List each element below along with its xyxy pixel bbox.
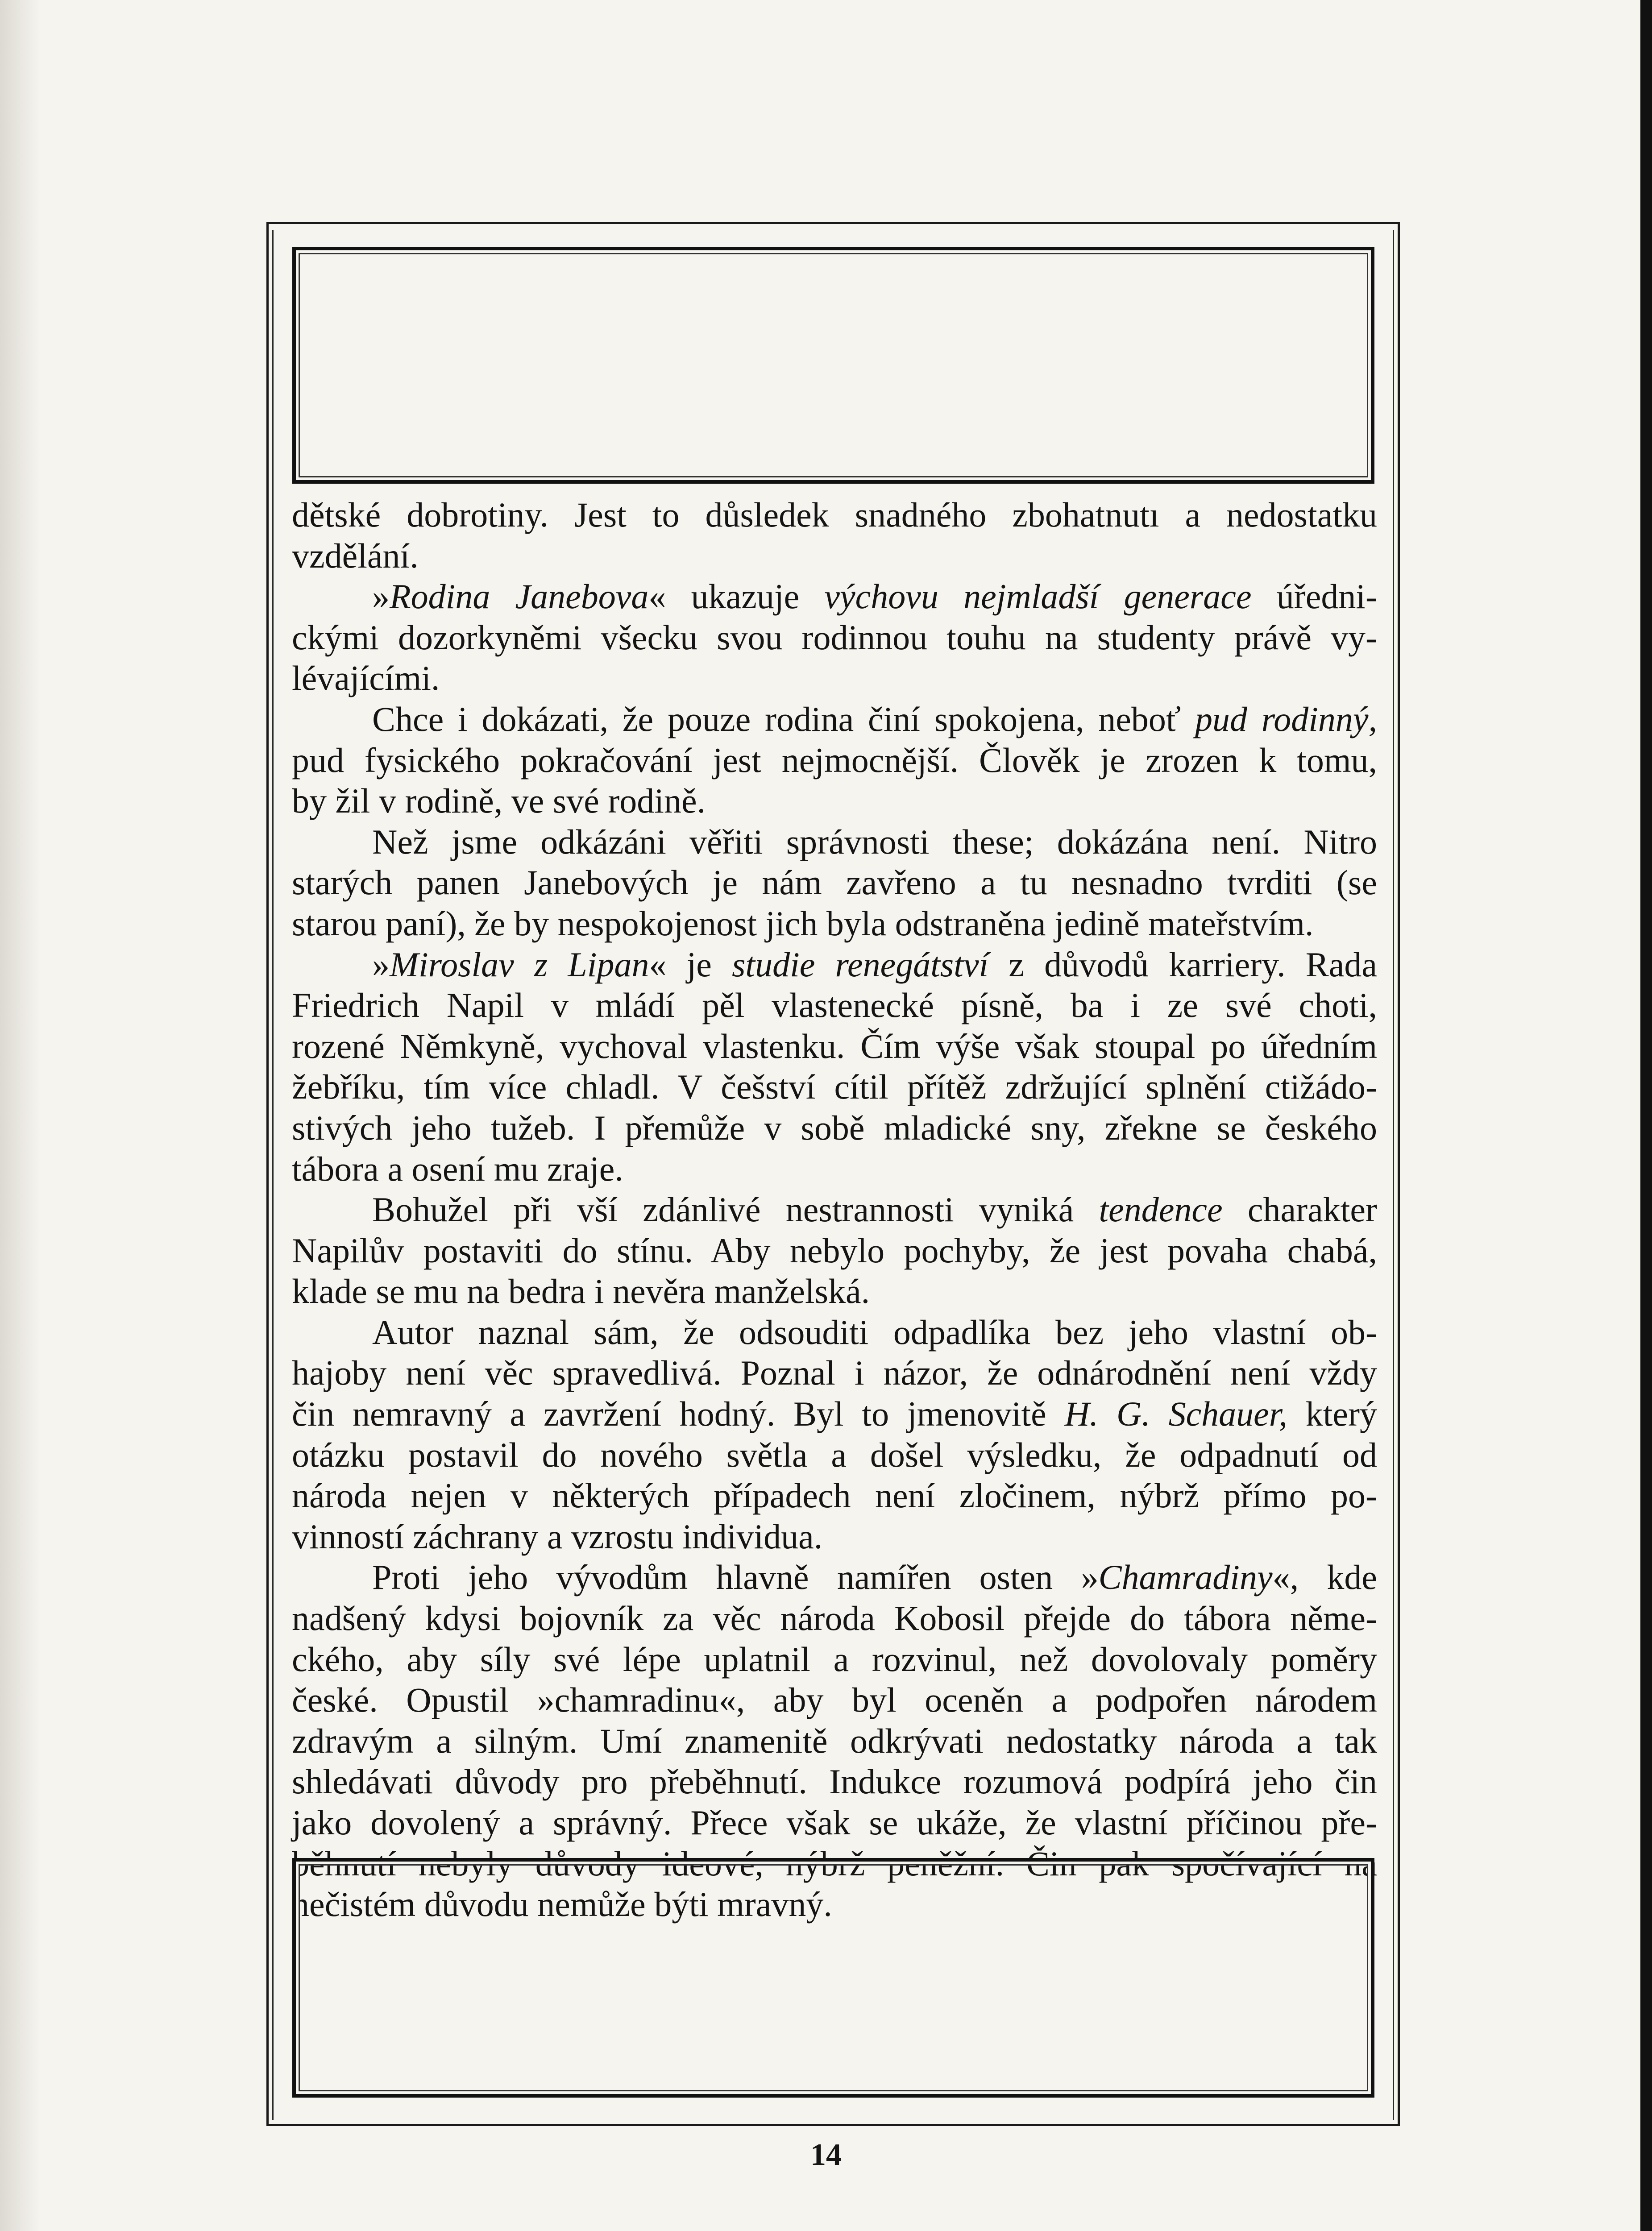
text-segment: « ukazuje	[648, 577, 825, 616]
text-segment: starou paní), že by nespokojenost jich byla odstraněna jedině mateřstvím.	[292, 904, 1314, 943]
text-segment: z důvodů karriery. Rada	[988, 945, 1378, 984]
text-line	[292, 576, 1377, 617]
text-line	[292, 535, 1377, 576]
italic-text: studie renegátství	[732, 945, 989, 984]
text-line	[292, 1026, 1377, 1067]
text-segment: Proti jeho vývodům hlavně namířen osten »	[372, 1558, 1099, 1597]
text-segment: Friedrich Napil v mládí pěl vlastenecké písně, ba i ze své choti,	[292, 986, 1377, 1025]
text-segment: vinností záchrany a vzrostu individua.	[292, 1517, 823, 1556]
text-segment: klade se mu na bedra i nevěra manželská.	[292, 1272, 870, 1311]
top-ornament-frame	[292, 247, 1374, 484]
text-line	[292, 1802, 1377, 1843]
text-line	[292, 1107, 1377, 1149]
text-line	[292, 1721, 1377, 1762]
text-line	[292, 1393, 1377, 1435]
text-segment: lévajícími.	[292, 659, 440, 698]
text-line	[292, 1230, 1377, 1271]
italic-text: výchovu nejmladší generace	[824, 577, 1252, 616]
scan-shadow-left	[0, 0, 40, 2231]
text-segment: běhnutí nebyly důvody ideové, nýbrž peněžní. Čin pak spočívající na	[292, 1844, 1377, 1883]
text-segment: zdravým a silným. Umí znamenitě odkrývati nedostatky národa a tak	[292, 1721, 1377, 1760]
bottom-ornament-frame	[292, 1858, 1374, 2098]
text-segment: by žil v rodině, ve své rodině.	[292, 781, 706, 821]
scan-edge-right	[1640, 0, 1652, 2231]
text-line	[292, 1352, 1377, 1393]
text-line	[292, 1475, 1377, 1516]
text-segment: shledávati důvody pro přeběhnutí. Indukce rozumová podpírá jeho čin	[292, 1762, 1377, 1801]
text-line	[292, 985, 1377, 1026]
text-segment: nadšený kdysi bojovník za věc národa Kobosil přejde do tábora něme-	[292, 1599, 1377, 1638]
text-line	[292, 862, 1377, 903]
page-number: 14	[810, 2138, 842, 2172]
text-segment: hajoby není věc spravedlivá. Poznal i názor, že odnárodnění není vždy	[292, 1353, 1377, 1393]
text-segment: ckého, aby síly své lépe uplatnil a rozvinul, než dovolovaly poměry	[292, 1639, 1377, 1679]
text-line	[292, 699, 1377, 740]
text-line	[292, 1679, 1377, 1721]
text-segment: starých panen Janebových je nám zavřeno a tu nesnadno tvrditi (se	[292, 863, 1377, 902]
italic-text: Miroslav z Lipan	[390, 945, 649, 984]
text-segment: úředni-	[1251, 577, 1378, 616]
text-segment: vzdělání.	[292, 536, 419, 575]
text-line	[292, 1312, 1377, 1353]
text-line	[292, 780, 1377, 821]
text-line	[292, 1271, 1377, 1312]
text-segment: tábora a osení mu zraje.	[292, 1149, 623, 1188]
italic-text: pud rodinný,	[1195, 699, 1377, 738]
text-segment: české. Opustil »chamradinu«, aby byl oceněn a podpořen národem	[292, 1680, 1377, 1720]
text-segment: národa nejen v některých případech není zločinem, nýbrž přímo po-	[292, 1476, 1377, 1515]
text-segment: Bohužel při vší zdánlivé nestrannosti vyniká	[372, 1190, 1099, 1229]
text-segment: otázku postavil do nového světla a došel výsledku, že odpadnutí od	[292, 1435, 1377, 1474]
italic-text: Rodina Janebova	[390, 577, 649, 616]
text-segment: žebříku, tím více chladl. V češství cítil přítěž zdržující splnění ctižádo-	[292, 1067, 1377, 1107]
text-line	[292, 1435, 1377, 1476]
text-line	[292, 617, 1377, 658]
text-segment: který	[1287, 1394, 1377, 1434]
body-text	[292, 494, 1377, 1925]
text-segment: Napilův postaviti do stínu. Aby nebylo pochyby, že jest povaha chabá,	[292, 1231, 1377, 1270]
text-segment: rozené Němkyně, vychoval vlastenku. Čím výše však stoupal po úředním	[292, 1026, 1377, 1066]
italic-text: tendence	[1099, 1190, 1223, 1229]
text-line	[292, 903, 1377, 944]
text-line	[292, 658, 1377, 699]
text-line	[292, 821, 1377, 863]
text-segment: charakter	[1222, 1190, 1377, 1229]
text-segment: Než jsme odkázáni věřiti správnosti these; dokázána není. Nitro	[372, 822, 1377, 861]
text-segment: Autor naznal sám, že odsouditi odpadlíka bez jeho vlastní ob-	[372, 1312, 1377, 1352]
text-segment: nečistém důvodu nemůže býti mravný.	[292, 1885, 832, 1924]
text-line	[292, 1149, 1377, 1190]
text-segment: Chce i dokázati, že pouze rodina činí spokojena, neboť	[372, 699, 1195, 738]
text-line	[292, 740, 1377, 781]
text-line	[292, 1598, 1377, 1639]
text-segment: »	[372, 945, 390, 984]
text-segment: jako dovolený a správný. Přece však se ukáže, že vlastní příčinou pře-	[292, 1803, 1377, 1842]
text-line	[292, 1516, 1377, 1557]
text-segment: čin nemravný a zavržení hodný. Byl to jmenovitě	[292, 1394, 1065, 1434]
text-line	[292, 494, 1377, 535]
text-line	[292, 1066, 1377, 1107]
italic-text: Chamradiny	[1098, 1558, 1273, 1597]
text-segment: « je	[649, 945, 732, 984]
italic-text: H. G. Schauer,	[1064, 1394, 1288, 1434]
text-segment: stivých jeho tužeb. I přemůže v sobě mladické sny, zřekne se českého	[292, 1108, 1377, 1147]
text-line	[292, 1557, 1377, 1598]
text-segment: dětské dobrotiny. Jest to důsledek snadného zbohatnutı a nedostatku	[292, 495, 1377, 534]
text-line	[292, 1189, 1377, 1230]
text-segment: pud fysického pokračování jest nejmocnější. Člověk je zrozen k tomu,	[292, 740, 1377, 780]
text-line	[292, 1639, 1377, 1680]
text-line	[292, 944, 1377, 985]
text-segment: «, kde	[1272, 1558, 1377, 1597]
text-line	[292, 1761, 1377, 1802]
text-segment: »	[372, 577, 390, 616]
text-segment: ckými dozorkyněmi všecku svou rodinnou touhu na studenty právě vy-	[292, 618, 1377, 657]
